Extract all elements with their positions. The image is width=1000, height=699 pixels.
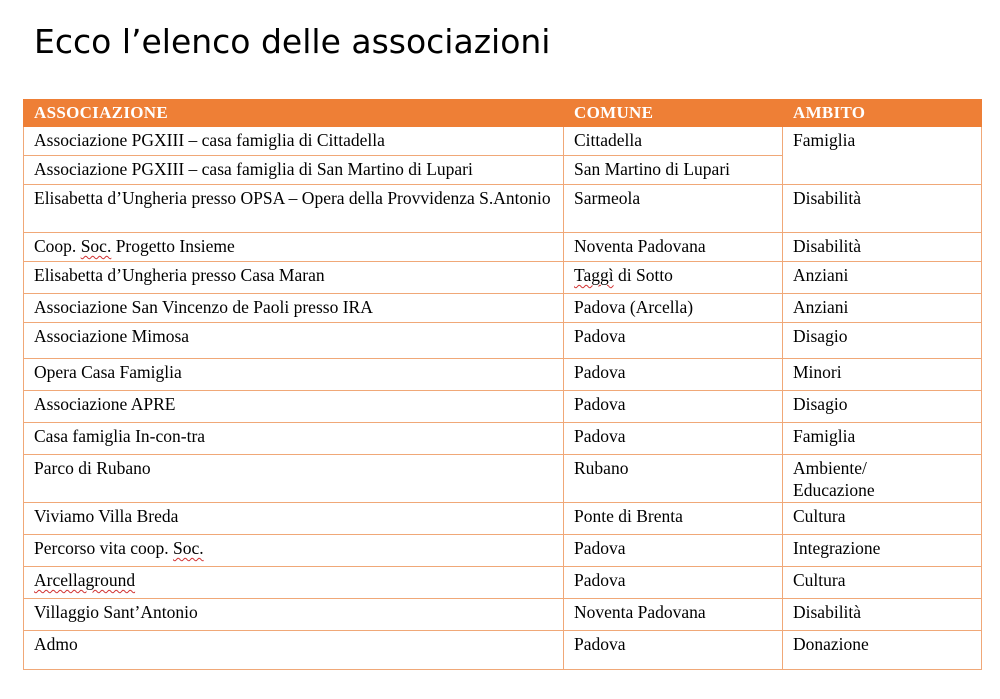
cell-associazione <box>24 567 564 599</box>
cell-comune: Rubano <box>564 455 783 503</box>
cell-ambito: Famiglia <box>783 127 982 185</box>
cell-ambito: Integrazione <box>783 535 982 567</box>
cell-comune: Ponte di Brenta <box>564 503 783 535</box>
table-row <box>24 455 982 503</box>
cell-associazione: Casa famiglia In-con-tra <box>24 423 564 455</box>
cell-text: Coop. <box>34 236 81 256</box>
table-row <box>24 503 982 535</box>
cell-associazione: Associazione Mimosa <box>24 323 564 359</box>
cell-ambito: Disagio <box>783 323 982 359</box>
cell-associazione: Associazione San Vincenzo de Paoli presso IRA <box>24 294 564 323</box>
table-row <box>24 567 982 599</box>
cell-ambito: Cultura <box>783 503 982 535</box>
table-row <box>24 323 982 359</box>
table-row <box>24 391 982 423</box>
cell-ambito: Disagio <box>783 391 982 423</box>
cell-ambito: Anziani <box>783 262 982 294</box>
cell-comune: Padova (Arcella) <box>564 294 783 323</box>
table-row <box>24 262 982 294</box>
page-title: Ecco l’elenco delle associazioni <box>34 22 551 61</box>
cell-text: Ambiente/ <box>793 458 867 478</box>
cell-comune: Padova <box>564 359 783 391</box>
header-ambito: AMBITO <box>783 100 982 127</box>
header-associazione: ASSOCIAZIONE <box>24 100 564 127</box>
cell-associazione: Parco di Rubano <box>24 455 564 503</box>
cell-ambito: Minori <box>783 359 982 391</box>
table-row <box>24 423 982 455</box>
table-header-row <box>24 100 982 127</box>
cell-comune: Padova <box>564 567 783 599</box>
associations-table <box>23 99 982 670</box>
table-row <box>24 359 982 391</box>
misspelled-word: Soc. <box>173 538 204 558</box>
cell-associazione: Viviamo Villa Breda <box>24 503 564 535</box>
misspelled-word: Arcellaground <box>34 570 136 590</box>
cell-ambito: Disabilità <box>783 233 982 262</box>
table-row <box>24 233 982 262</box>
cell-comune: Padova <box>564 631 783 670</box>
cell-comune: Sarmeola <box>564 185 783 233</box>
cell-comune: Padova <box>564 535 783 567</box>
cell-associazione: Villaggio Sant’Antonio <box>24 599 564 631</box>
cell-associazione <box>24 535 564 567</box>
cell-text: Educazione <box>793 480 875 500</box>
table-row <box>24 127 982 156</box>
header-comune: COMUNE <box>564 100 783 127</box>
cell-associazione: Elisabetta d’Ungheria presso OPSA – Opera della Provvidenza S.Antonio <box>24 185 564 233</box>
cell-ambito: Anziani <box>783 294 982 323</box>
cell-comune: Noventa Padovana <box>564 599 783 631</box>
cell-associazione: Associazione PGXIII – casa famiglia di San Martino di Lupari <box>24 156 564 185</box>
cell-text: Percorso vita coop. <box>34 538 173 558</box>
cell-associazione: Opera Casa Famiglia <box>24 359 564 391</box>
cell-text: di Sotto <box>613 265 673 285</box>
table-row <box>24 185 982 233</box>
misspelled-word: Taggì <box>574 265 614 285</box>
cell-associazione: Associazione PGXIII – casa famiglia di Cittadella <box>24 127 564 156</box>
cell-comune: Padova <box>564 323 783 359</box>
misspelled-word: Soc. <box>80 236 112 256</box>
cell-associazione: Elisabetta d’Ungheria presso Casa Maran <box>24 262 564 294</box>
table-row <box>24 294 982 323</box>
cell-comune: Cittadella <box>564 127 783 156</box>
cell-ambito <box>783 455 982 503</box>
cell-ambito: Disabilità <box>783 185 982 233</box>
cell-associazione: Admo <box>24 631 564 670</box>
cell-comune <box>564 262 783 294</box>
cell-ambito: Famiglia <box>783 423 982 455</box>
cell-associazione <box>24 233 564 262</box>
table-row <box>24 535 982 567</box>
table-row <box>24 631 982 670</box>
table-row <box>24 599 982 631</box>
cell-ambito: Donazione <box>783 631 982 670</box>
cell-comune: San Martino di Lupari <box>564 156 783 185</box>
cell-text: Progetto Insieme <box>111 236 235 256</box>
cell-comune: Padova <box>564 391 783 423</box>
cell-comune: Padova <box>564 423 783 455</box>
cell-associazione: Associazione APRE <box>24 391 564 423</box>
cell-ambito: Disabilità <box>783 599 982 631</box>
cell-comune: Noventa Padovana <box>564 233 783 262</box>
cell-ambito: Cultura <box>783 567 982 599</box>
